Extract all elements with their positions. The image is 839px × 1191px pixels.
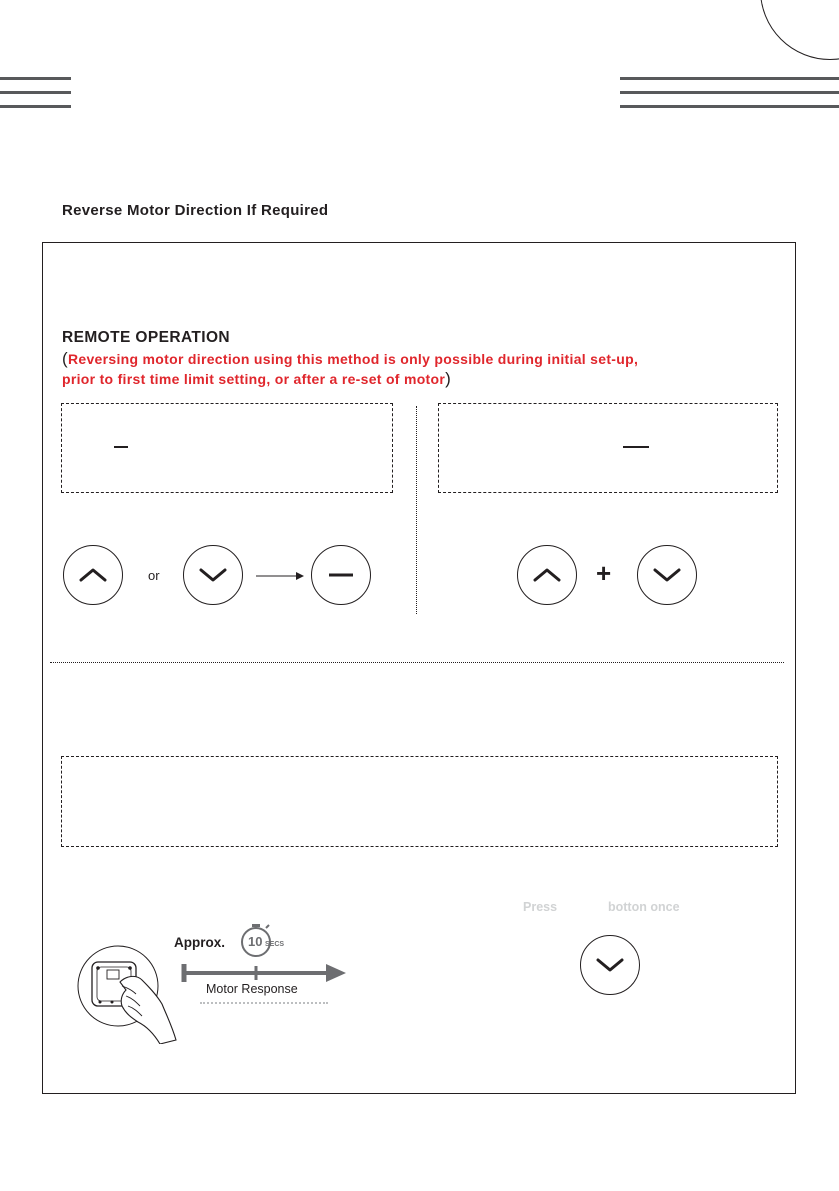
note-close-paren: ) xyxy=(445,369,452,388)
timer-icon xyxy=(238,922,292,958)
down-button[interactable] xyxy=(183,545,243,605)
note-line-1: Reversing motor direction using this method is only possible during initial set-up, xyxy=(67,351,639,367)
chevron-down-icon xyxy=(652,567,682,583)
motor-press-illustration xyxy=(76,944,184,1044)
or-label: or xyxy=(148,568,160,583)
header-rule-right-2 xyxy=(620,91,839,94)
remote-operation-heading: REMOTE OPERATION xyxy=(62,329,231,346)
section-title: Reverse Motor Direction If Required xyxy=(62,202,329,219)
minus-symbol-inline xyxy=(114,446,128,448)
note-open-paren: ( xyxy=(62,349,68,368)
header-rule-left-1 xyxy=(0,77,71,80)
down-button-combo[interactable] xyxy=(637,545,697,605)
step-left-instruction-box xyxy=(61,403,393,493)
chevron-up-icon xyxy=(532,567,562,583)
motor-response-dotted xyxy=(200,1002,328,1004)
timer-unit: SECS xyxy=(265,941,285,948)
chevron-down-icon xyxy=(595,957,625,973)
botton-once-label: botton once xyxy=(608,900,680,914)
timer-value: 10 xyxy=(248,934,263,949)
up-button[interactable] xyxy=(63,545,123,605)
header-rule-left-2 xyxy=(0,91,71,94)
remote-operation-note xyxy=(62,349,638,389)
step-right-instruction-box xyxy=(438,403,778,493)
chevron-down-icon xyxy=(198,567,228,583)
note-line-2: prior to first time limit setting, or after a re-set of motor xyxy=(62,371,446,387)
press-label: Press xyxy=(523,900,558,914)
arrow-right-icon xyxy=(256,571,304,581)
down-button-press-once[interactable] xyxy=(580,935,640,995)
motor-response-label: Motor Response xyxy=(206,982,298,996)
vertical-divider xyxy=(416,406,417,614)
plus-label: + xyxy=(596,558,612,588)
header-rule-left-3 xyxy=(0,105,71,108)
motor-instruction-box xyxy=(61,756,778,847)
minus-icon xyxy=(329,572,353,578)
approx-label: Approx. xyxy=(174,935,226,950)
corner-decoration xyxy=(760,0,839,60)
header-rule-right-1 xyxy=(620,77,839,80)
stop-button[interactable] xyxy=(311,545,371,605)
chevron-up-icon xyxy=(78,567,108,583)
stop-symbol-inline xyxy=(623,446,649,448)
section-divider xyxy=(50,662,784,663)
up-button-combo[interactable] xyxy=(517,545,577,605)
header-rule-right-3 xyxy=(620,105,839,108)
